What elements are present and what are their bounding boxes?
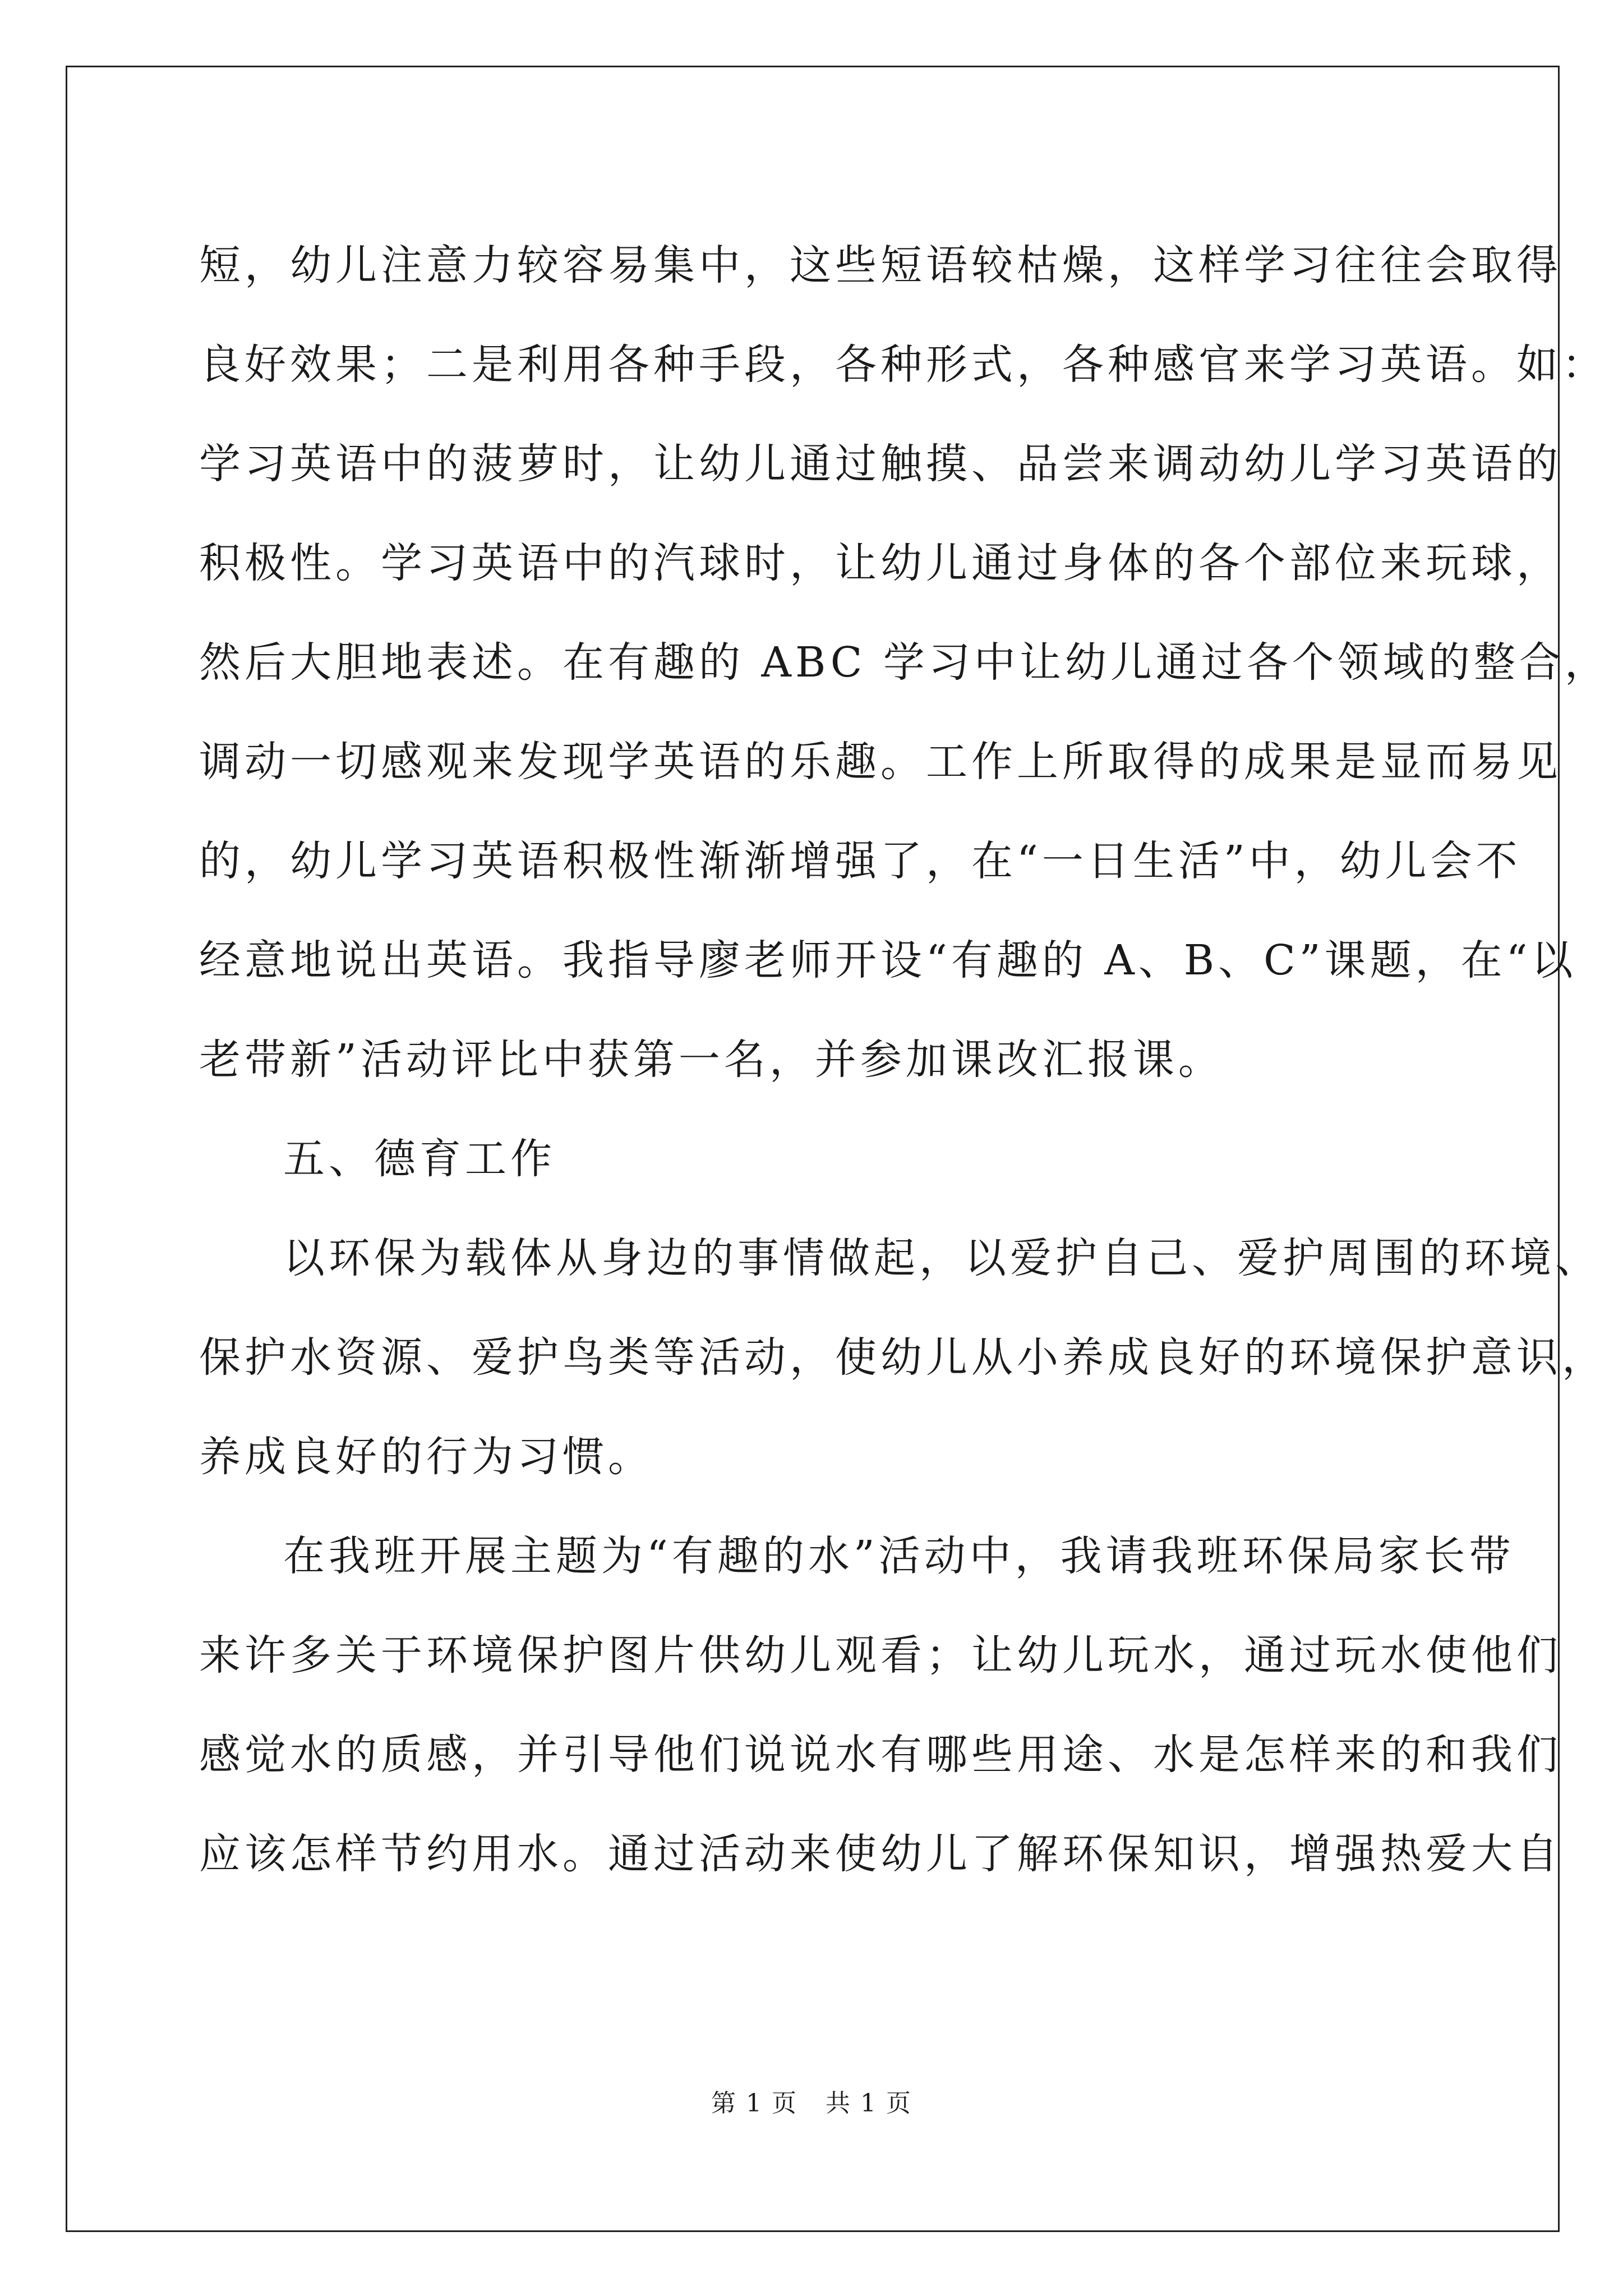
text-line: 学习英语中的菠萝时，让幼儿通过触摸、品尝来调动幼儿学习英语的 <box>199 440 1562 488</box>
text-line: 经意地说出英语。我指导廖老师开设“有趣的 A、B、C”课题，在“以 <box>199 936 1577 984</box>
text-line: 的，幼儿学习英语积极性渐渐增强了，在“一日生活”中，幼儿会不 <box>199 837 1521 885</box>
page-total: 共 1 页 <box>826 2089 912 2118</box>
text-line: 养成良好的行为习惯。 <box>199 1433 653 1481</box>
text-line: 在我班开展主题为“有趣的水”活动中，我请我班环保局家长带 <box>283 1532 1515 1580</box>
text-line: 老带新”活动评比中获第一名，并参加课改汇报课。 <box>199 1036 1224 1084</box>
text-line: 良好效果；二是利用各种手段，各种形式，各种感官来学习英语。如： <box>199 341 1607 389</box>
text-line: 以环保为载体从身边的事情做起，以爱护自己、爱护周围的环境、 <box>283 1234 1601 1282</box>
text-line: 应该怎样节约用水。通过活动来使幼儿了解环保知识，增强热爱大自 <box>199 1830 1562 1878</box>
text-line: 然后大胆地表述。在有趣的 ABC 学习中让幼儿通过各个领域的整合， <box>199 638 1610 687</box>
text-line: 保护水资源、爱护鸟类等活动，使幼儿从小养成良好的环境保护意识， <box>199 1333 1607 1382</box>
text-line: 调动一切感观来发现学英语的乐趣。工作上所取得的成果是显而易见 <box>199 738 1562 786</box>
page-footer <box>0 2087 1623 2120</box>
text-line: 感觉水的质感，并引导他们说说水有哪些用途、水是怎样来的和我们 <box>199 1731 1562 1779</box>
document-body <box>199 216 1610 1904</box>
section-heading: 五、德育工作 <box>283 1135 556 1183</box>
page-number: 第 1 页 <box>711 2089 797 2118</box>
text-line: 来许多关于环境保护图片供幼儿观看；让幼儿玩水，通过玩水使他们 <box>199 1631 1562 1680</box>
text-line: 积极性。学习英语中的汽球时，让幼儿通过身体的各个部位来玩球， <box>199 539 1562 587</box>
text-line: 短，幼儿注意力较容易集中，这些短语较枯燥，这样学习往往会取得 <box>199 241 1562 289</box>
